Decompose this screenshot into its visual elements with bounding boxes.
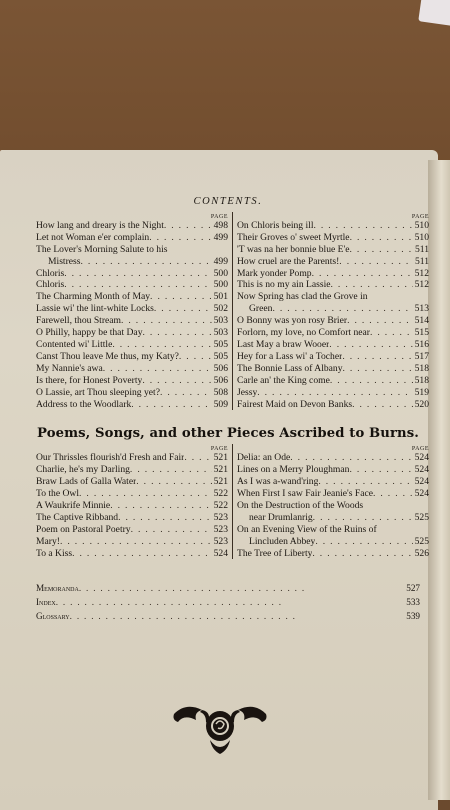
page-column-header: PAGE <box>411 446 429 453</box>
poem-entry <box>237 500 429 524</box>
entry-title: On Chloris being ill <box>237 219 314 231</box>
entry-title: How cruel are the Parents! <box>237 255 340 267</box>
leader-dots <box>121 315 212 327</box>
entry-page: 527 <box>406 583 420 594</box>
toc-entry <box>237 375 429 387</box>
poem-entry <box>36 512 228 524</box>
leader-dots <box>79 488 212 500</box>
toc-entry <box>237 351 429 363</box>
leader-dots <box>350 244 413 256</box>
poem-entry <box>36 548 228 560</box>
entry-page: 512 <box>414 279 429 291</box>
entry-title: Glossary <box>36 611 70 622</box>
toc-entry <box>36 351 228 363</box>
poem-entry <box>237 524 429 548</box>
leader-dots <box>373 488 413 500</box>
toc-entry <box>237 291 429 315</box>
leader-dots <box>64 268 211 280</box>
entry-title-continued: near Drumlanrig <box>249 511 313 523</box>
entry-title: Is there, for Honest Poverty <box>36 374 143 386</box>
entry-title: Chloris <box>36 267 65 279</box>
leader-dots <box>315 536 412 548</box>
entry-title: 'T was na her bonnie blue E'e <box>237 243 350 255</box>
entry-page: 514 <box>414 315 429 327</box>
entry-page: 499 <box>213 255 228 267</box>
toc-entry <box>36 279 228 291</box>
leader-dots <box>110 500 211 512</box>
toc-entry <box>36 220 228 232</box>
leader-dots <box>70 609 405 623</box>
leader-dots <box>118 512 212 524</box>
entry-title: Hey for a Lass wi' a Tocher <box>237 350 343 362</box>
toc-entry <box>237 363 429 375</box>
leader-dots <box>136 476 211 488</box>
leader-dots <box>352 399 412 411</box>
leader-dots <box>350 232 413 244</box>
leader-dots <box>312 548 412 560</box>
leader-dots <box>56 595 404 609</box>
entry-title: This is no my ain Lassie <box>237 279 331 291</box>
poem-entry <box>36 500 228 512</box>
poem-entry <box>237 476 429 488</box>
entry-page: 539 <box>406 611 420 622</box>
toc-entry <box>237 220 429 232</box>
leader-dots <box>142 375 211 387</box>
entry-title: The Tree of Liberty <box>237 547 313 559</box>
leader-dots <box>347 315 413 327</box>
entry-title: On the Destruction of the Woods <box>237 499 364 511</box>
entry-page: 509 <box>213 398 228 410</box>
poem-entry <box>36 452 228 464</box>
leader-dots <box>342 351 412 363</box>
toc-entry <box>36 399 228 411</box>
entry-page: 511 <box>414 255 429 267</box>
poem-entry <box>36 536 228 548</box>
leader-dots <box>60 536 212 548</box>
appendix-entry <box>36 609 420 623</box>
entry-page: 506 <box>213 362 228 374</box>
entry-title: How lang and dreary is the Night <box>36 219 164 231</box>
entry-title-continued: Mistress <box>48 255 81 267</box>
entry-page: 523 <box>213 511 228 523</box>
entry-page: 501 <box>213 291 228 303</box>
poem-entry <box>36 476 228 488</box>
entry-title: A Waukrife Minnie <box>36 499 111 511</box>
leader-dots <box>339 256 413 268</box>
leader-dots <box>318 476 412 488</box>
toc-entry <box>36 291 228 303</box>
entry-page: 512 <box>414 267 429 279</box>
entry-title: Contented wi' Little <box>36 338 113 350</box>
entry-title: Our Thrissles flourish'd Fresh and Fair <box>36 452 185 464</box>
entry-title: Jessy <box>237 386 258 398</box>
entry-title: Forlorn, my love, no Comfort near <box>237 327 370 339</box>
entry-page: 524 <box>414 488 429 500</box>
leader-dots <box>349 464 412 476</box>
leader-dots <box>131 399 211 411</box>
leader-dots <box>149 232 211 244</box>
toc-entry <box>36 327 228 339</box>
entry-title: On an Evening View of the Ruins of <box>237 523 377 535</box>
leader-dots <box>329 339 412 351</box>
leader-dots <box>131 524 212 536</box>
entry-title: My Nannie's awa <box>36 362 103 374</box>
entry-page: 524 <box>414 476 429 488</box>
leader-dots <box>72 548 212 560</box>
entry-page: 518 <box>414 362 429 374</box>
leader-dots <box>164 220 212 232</box>
appendix-entry <box>36 581 420 595</box>
poems-columns <box>36 444 429 559</box>
entry-page: 503 <box>213 315 228 327</box>
toc-entry <box>36 315 228 327</box>
poem-entry <box>237 452 429 464</box>
poem-entry <box>237 464 429 476</box>
leader-dots <box>257 387 412 399</box>
entry-title: When First I saw Fair Jeanie's Face <box>237 488 374 500</box>
entry-page: 510 <box>414 219 429 231</box>
leader-dots <box>312 268 413 280</box>
toc-entry <box>36 244 228 268</box>
entry-page: 511 <box>414 243 429 255</box>
poems-right-column <box>233 444 429 559</box>
entry-title: The Lover's Morning Salute to his <box>36 243 168 255</box>
page-column-header: PAGE <box>210 446 228 453</box>
toc-entry <box>237 232 429 244</box>
leader-dots <box>154 303 212 315</box>
toc-entry <box>36 268 228 280</box>
entry-title: Address to the Woodlark <box>36 398 132 410</box>
entry-page: 521 <box>213 464 228 476</box>
leader-dots <box>343 363 413 375</box>
appendix-entry <box>36 595 420 609</box>
leader-dots <box>160 387 212 399</box>
leader-dots <box>179 351 212 363</box>
fleuron-ornament <box>172 700 268 756</box>
entry-title: Lines on a Merry Ploughman <box>237 464 350 476</box>
toc-entry <box>36 363 228 375</box>
entry-title: As I was a-wand'ring <box>237 476 319 488</box>
poems-left-column <box>36 444 233 559</box>
entry-title: To a Kiss <box>36 547 73 559</box>
entry-title: Index <box>36 597 56 608</box>
page-title: CONTENTS. <box>193 196 263 207</box>
leader-dots <box>184 452 211 464</box>
entry-page: 522 <box>213 488 228 500</box>
toc-entry <box>237 399 429 411</box>
leader-dots <box>143 327 212 339</box>
toc-entry <box>237 244 429 256</box>
entry-page: 533 <box>406 597 420 608</box>
entry-title: Mark yonder Pomp <box>237 267 312 279</box>
entry-title: Lassie wi' the lint-white Locks <box>36 303 154 315</box>
entry-title: Charlie, he's my Darling <box>36 464 130 476</box>
toc-right-column <box>233 212 429 411</box>
leader-dots <box>79 581 404 595</box>
entry-page: 510 <box>414 231 429 243</box>
entry-title-continued: Lincluden Abbey <box>249 535 316 547</box>
leader-dots <box>290 452 412 464</box>
leader-dots <box>130 464 212 476</box>
toc-entry <box>237 279 429 291</box>
entry-page: 525 <box>414 535 429 547</box>
toc-entry <box>237 327 429 339</box>
entry-title: Fairest Maid on Devon Banks <box>237 398 353 410</box>
entry-page: 525 <box>414 511 429 523</box>
entry-title: Farewell, thou Stream <box>36 315 121 327</box>
entry-page: 508 <box>213 386 228 398</box>
leader-dots <box>64 279 211 291</box>
entry-title: O Philly, happy be that Day <box>36 327 143 339</box>
section-heading: Poems, Songs, and other Pieces Ascribed to Burns. <box>37 426 419 442</box>
entry-page: 498 <box>213 219 228 231</box>
entry-page: 513 <box>414 303 429 315</box>
entry-page: 500 <box>213 267 228 279</box>
entry-page: 500 <box>213 279 228 291</box>
entry-page: 526 <box>414 547 429 559</box>
entry-title: Braw Lads of Galla Water <box>36 476 137 488</box>
entry-page: 506 <box>213 374 228 386</box>
entry-page: 517 <box>414 350 429 362</box>
entry-page: 499 <box>213 231 228 243</box>
leader-dots <box>370 327 413 339</box>
leader-dots <box>112 339 211 351</box>
toc-entry <box>36 375 228 387</box>
entry-page: 523 <box>213 523 228 535</box>
toc-entry <box>237 339 429 351</box>
entry-title: Now Spring has clad the Grove in <box>237 291 368 303</box>
leader-dots <box>313 512 413 524</box>
entry-page: 521 <box>213 476 228 488</box>
leader-dots <box>150 291 212 303</box>
poem-entry <box>36 464 228 476</box>
entry-title: The Captive Ribband <box>36 511 119 523</box>
entry-title: Last May a braw Wooer <box>237 338 330 350</box>
entry-page: 518 <box>414 374 429 386</box>
entry-page: 502 <box>213 303 228 315</box>
entry-title: Poem on Pastoral Poetry <box>36 523 131 535</box>
entry-title-continued: Green <box>249 303 273 315</box>
entry-title: Carle an' the King come <box>237 374 330 386</box>
toc-entry <box>36 232 228 244</box>
entry-title: Chloris <box>36 279 65 291</box>
entry-page: 524 <box>213 547 228 559</box>
entry-title: To the Owl <box>36 488 80 500</box>
toc-entry <box>237 268 429 280</box>
entry-page: 505 <box>213 338 228 350</box>
entry-title: Memoranda <box>36 583 79 594</box>
poem-entry <box>237 488 429 500</box>
entry-title: O Bonny was yon rosy Brier <box>237 315 348 327</box>
appendix-list <box>36 581 420 623</box>
leader-dots <box>272 303 412 315</box>
poem-entry <box>237 548 429 560</box>
entry-page: 516 <box>414 338 429 350</box>
toc-entry <box>36 339 228 351</box>
toc-entry <box>237 315 429 327</box>
entry-title: The Charming Month of May <box>36 291 151 303</box>
entry-title: The Bonnie Lass of Albany <box>237 362 343 374</box>
entry-title: Delia: an Ode <box>237 452 291 464</box>
toc-columns <box>36 212 429 411</box>
toc-entry <box>36 303 228 315</box>
toc-entry <box>237 387 429 399</box>
leader-dots <box>313 220 412 232</box>
leader-dots <box>330 375 413 387</box>
entry-title: Their Groves o' sweet Myrtle <box>237 231 350 243</box>
leader-dots <box>81 256 212 268</box>
entry-page: 524 <box>414 452 429 464</box>
entry-page: 522 <box>213 499 228 511</box>
page-column-header: PAGE <box>411 213 429 220</box>
leader-dots <box>331 279 413 291</box>
entry-page: 521 <box>213 452 228 464</box>
toc-left-column <box>36 212 233 411</box>
entry-page: 523 <box>213 535 228 547</box>
entry-page: 519 <box>414 386 429 398</box>
toc-entry <box>36 387 228 399</box>
entry-page: 515 <box>414 327 429 339</box>
page-edge <box>428 160 450 800</box>
contents-block <box>36 196 429 623</box>
entry-title: O Lassie, art Thou sleeping yet? <box>36 386 160 398</box>
entry-page: 524 <box>414 464 429 476</box>
toc-entry <box>237 256 429 268</box>
leader-dots <box>103 363 212 375</box>
entry-title: Let not Woman e'er complain <box>36 231 150 243</box>
entry-title: Mary! <box>36 535 60 547</box>
poem-entry <box>36 524 228 536</box>
poem-entry <box>36 488 228 500</box>
page-column-header: PAGE <box>210 213 228 220</box>
entry-page: 520 <box>414 398 429 410</box>
entry-page: 503 <box>213 327 228 339</box>
entry-page: 505 <box>213 350 228 362</box>
entry-title: Canst Thou leave Me thus, my Katy? <box>36 350 179 362</box>
